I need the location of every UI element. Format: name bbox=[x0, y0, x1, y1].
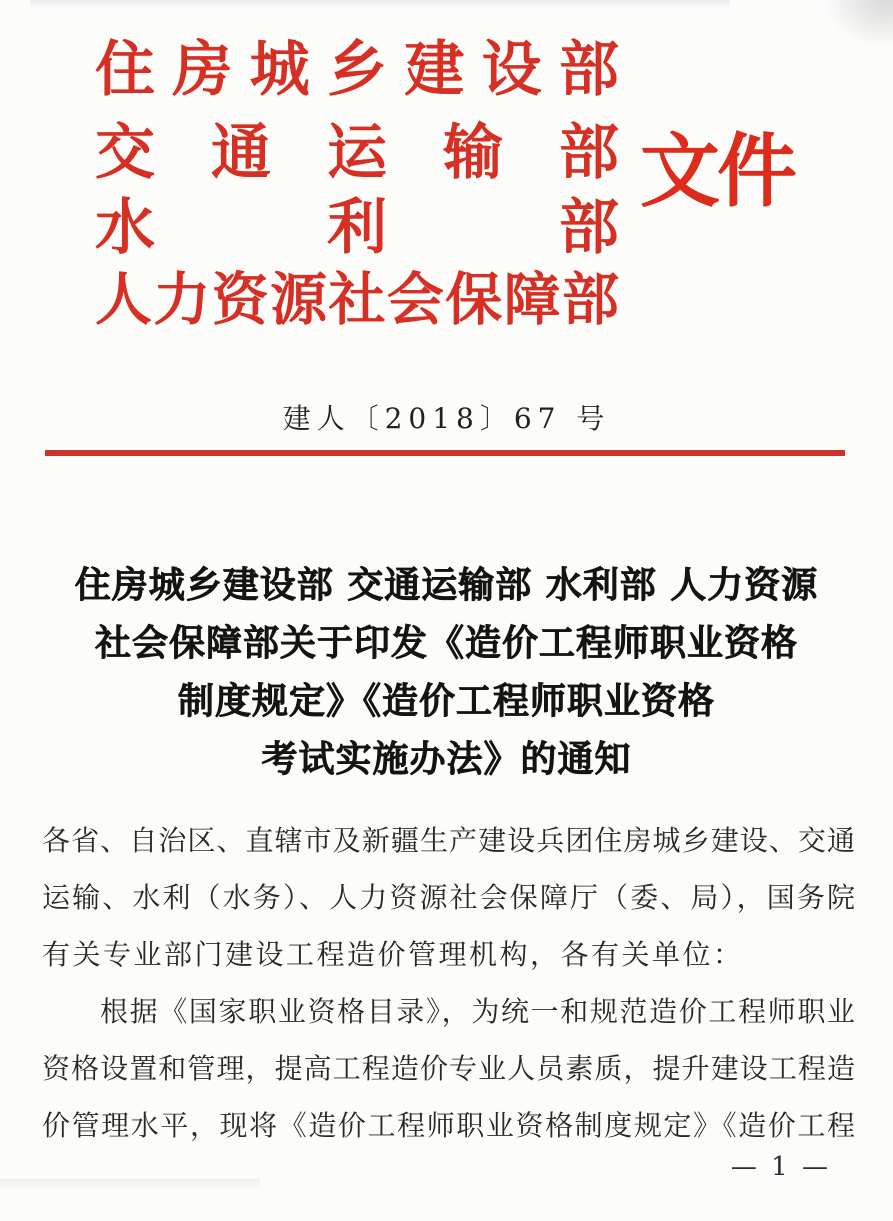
document-title-line: 社会保障部关于印发《造价工程师职业资格 bbox=[94, 622, 798, 664]
agency-name-human-resources: 人力资源社会保障部 bbox=[95, 266, 619, 333]
agency-name-transport: 交通运输部 bbox=[95, 118, 619, 188]
red-separator-line bbox=[45, 450, 845, 456]
agency-name-water-resources: 水利部 bbox=[95, 193, 619, 263]
agency-name-mohurd: 住房城乡建设部 bbox=[95, 35, 619, 105]
body-line: 根据《国家职业资格目录》，为统一和规范造价工程师职业 bbox=[100, 995, 855, 1028]
body-line: 价管理水平，现将《造价工程师职业资格制度规定》《造价工程 bbox=[42, 1109, 855, 1142]
scan-smudge bbox=[823, 0, 893, 48]
letterhead-document-label: 文件 bbox=[640, 124, 794, 218]
document-number: 建人〔2018〕67 号 bbox=[282, 402, 611, 435]
document-body bbox=[42, 812, 855, 1154]
document-title-line: 考试实施办法》的通知 bbox=[261, 738, 632, 780]
scan-smudge bbox=[30, 0, 730, 8]
document-title bbox=[40, 556, 853, 788]
document-title-line: 制度规定》《造价工程师职业资格 bbox=[177, 680, 715, 722]
body-line: 资格设置和管理，提高工程造价专业人员素质，提升建设工程造 bbox=[42, 1052, 855, 1085]
body-line: 有关专业部门建设工程造价管理机构，各有关单位： bbox=[42, 938, 744, 971]
letterhead bbox=[95, 35, 619, 333]
page-number: — 1 — bbox=[730, 1152, 831, 1182]
body-line: 运输、水利（水务）、人力资源社会保障厅（委、局），国务院 bbox=[42, 881, 855, 914]
document-title-line: 住房城乡建设部 交通运输部 水利部 人力资源 bbox=[74, 564, 819, 606]
body-line: 各省、自治区、直辖市及新疆生产建设兵团住房城乡建设、交通 bbox=[42, 824, 855, 857]
scan-smudge bbox=[0, 1179, 260, 1191]
